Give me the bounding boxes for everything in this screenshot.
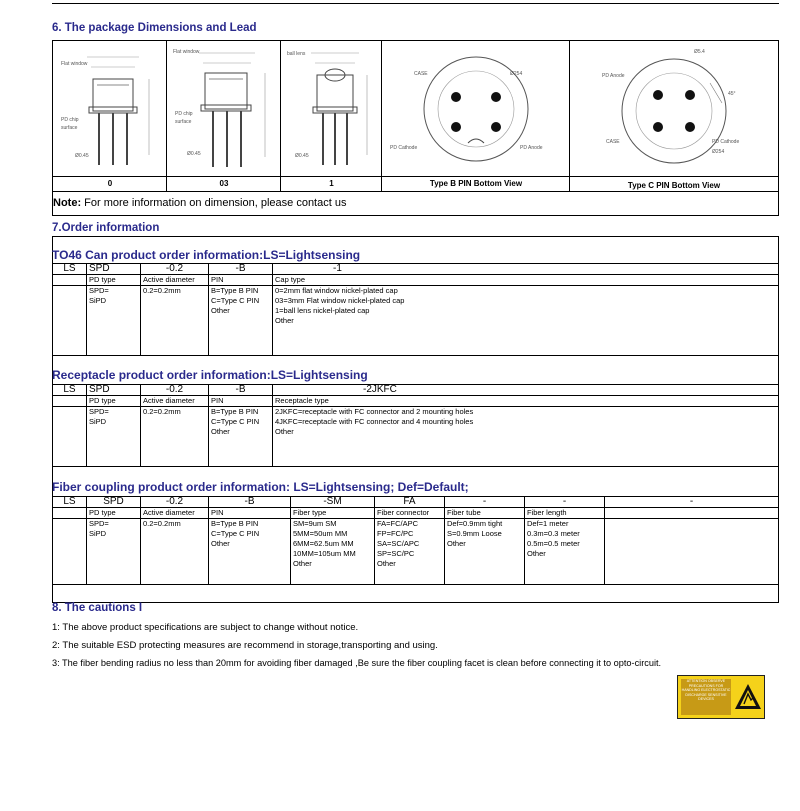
to46-table xyxy=(52,263,779,356)
value-pd-type: SPD= SiPD xyxy=(87,286,141,356)
esd-warning-text: ATTENTION OBSERVE PRECAUTIONS FOR HANDLING ELECTROSTATIC DISCHARGE SENSITIVE DEVICES xyxy=(681,679,731,715)
hdr-spd: SPD xyxy=(87,264,141,275)
svg-text:PD chip: PD chip xyxy=(61,117,79,123)
dia-top-label-c: Ø5.4 xyxy=(694,49,705,55)
package-drawing-0 xyxy=(57,45,163,173)
to46-value-row xyxy=(53,286,779,356)
typec-bottom-view xyxy=(572,43,776,175)
svg-text:Ø0.45: Ø0.45 xyxy=(75,153,89,159)
case-label-b: CASE xyxy=(414,71,428,77)
hdr-ls: LS xyxy=(53,264,87,275)
svg-text:Ø0.45: Ø0.45 xyxy=(295,153,309,159)
caption-typeb: Type B PIN Bottom View xyxy=(429,179,523,188)
esd-hand-icon xyxy=(734,682,762,712)
dimension-note xyxy=(53,197,346,209)
value-diameter: 0.2=0.2mm xyxy=(141,286,209,356)
receptacle-header-row: LS SPD -0.2 -B -2JKFC xyxy=(53,385,779,396)
angle-label-c: 45° xyxy=(728,91,736,97)
receptacle-table xyxy=(52,384,779,467)
svg-text:surface: surface xyxy=(61,125,78,131)
caution-2: 2: The suitable ESD protecting measures are recommend in storage,transporting and using. xyxy=(52,640,438,651)
receptacle-value-row: SPD= SiPD 0.2=0.2mm B=Type B PIN C=Type C PIN Other 2JKFC=receptacle with FC connector and 2 mounting holes 4JKFC=receptacle with FC connector and 4 mounting holes Other xyxy=(53,407,779,467)
note-text: For more information on dimension, please contact us xyxy=(81,197,347,209)
svg-text:ball lens: ball lens xyxy=(287,51,306,57)
typeb-bottom-view xyxy=(384,43,568,175)
hdr-pin: -B xyxy=(209,264,273,275)
esd-warning-label xyxy=(677,675,765,719)
caption-0: 0 xyxy=(107,179,113,188)
fiber-table xyxy=(52,496,779,585)
package-drawing-1 xyxy=(285,45,379,173)
note-divider xyxy=(53,191,778,192)
svg-text:Flat window: Flat window xyxy=(61,61,88,67)
label-pin: PIN xyxy=(209,275,273,286)
value-cap-type: 0=2mm flat window nickel-plated cap 03=3mm Flat window nickel-plated cap 1=ball lens nickel-plated cap Other xyxy=(273,286,779,356)
receptacle-title: Receptacle product order information:LS=Lightsensing xyxy=(52,368,368,382)
section8-title: 8. The cautions I xyxy=(52,602,143,614)
case-label-c: CASE xyxy=(606,139,620,145)
value-pin: B=Type B PIN C=Type C PIN Other xyxy=(209,286,273,356)
caption-1: 1 xyxy=(329,179,334,188)
label-active-diameter: Active diameter xyxy=(141,275,209,286)
label-cap-type: Cap type xyxy=(273,275,779,286)
section6-title: 6. The package Dimensions and Lead xyxy=(52,22,257,34)
svg-text:Ø0.45: Ø0.45 xyxy=(187,151,201,157)
fiber-value-row: SPD= SiPD 0.2=0.2mm B=Type B PIN C=Type C PIN Other SM=9um SM 5MM=50um MM 6MM=62.5um MM 10MM=105um MM Other FA=FC/APC FP=FC/PC SA=SC/APC SP=SC/PC Other Def=0.9mm tight S=0.9mm Loose Other Def=1 meter 0.3m=0.3 meter 0.5m=0.5 meter Other xyxy=(53,519,779,585)
svg-text:PD chip: PD chip xyxy=(175,111,193,117)
to46-label-row xyxy=(53,275,779,286)
pd-anode-label-b: PD Anode xyxy=(520,145,543,151)
to46-header-row xyxy=(53,264,779,275)
fiber-header-row: LS SPD -0.2 -B -SM FA - - - xyxy=(53,497,779,508)
svg-text:surface: surface xyxy=(175,119,192,125)
pd-anode-label-c: PD Anode xyxy=(602,73,625,79)
package-drawing-03 xyxy=(171,45,277,173)
caution-3: 3: The fiber bending radius no less than 20mm for avoiding fiber damaged ,Be sure the fiber coupling facet is clean before connecting it to opto-circuit. xyxy=(52,658,662,668)
dimension-panel xyxy=(52,40,779,216)
label-pd-type: PD type xyxy=(87,275,141,286)
fiber-title: Fiber coupling product order information: LS=Lightsensing; Def=Default; xyxy=(52,480,469,494)
caption-typec: Type C PIN Bottom View xyxy=(627,181,721,190)
receptacle-label-row: PD type Active diameter PIN Receptacle type xyxy=(53,396,779,407)
hdr-diameter: -0.2 xyxy=(141,264,209,275)
dia-label-c: Ø254 xyxy=(712,149,725,155)
caption-03: 03 xyxy=(219,179,229,188)
caution-1: 1: The above product specifications are subject to change without notice. xyxy=(52,622,359,633)
to46-title: TO46 Can product order information:LS=Lightsensing xyxy=(52,248,361,262)
svg-text:Flat window: Flat window xyxy=(173,49,200,55)
fiber-label-row: PD type Active diameter PIN Fiber type Fiber connector Fiber tube Fiber length xyxy=(53,508,779,519)
top-rule xyxy=(52,3,779,4)
pd-cathode-label-b: PD Cathode xyxy=(390,145,418,151)
pd-cathode-label-c: PD Cathode xyxy=(712,139,740,145)
section7-title: 7.Order information xyxy=(52,222,160,234)
dia-label-b: Ø254 xyxy=(510,71,523,77)
note-label: Note: xyxy=(53,197,82,209)
hdr-cap: -1 xyxy=(273,264,779,275)
